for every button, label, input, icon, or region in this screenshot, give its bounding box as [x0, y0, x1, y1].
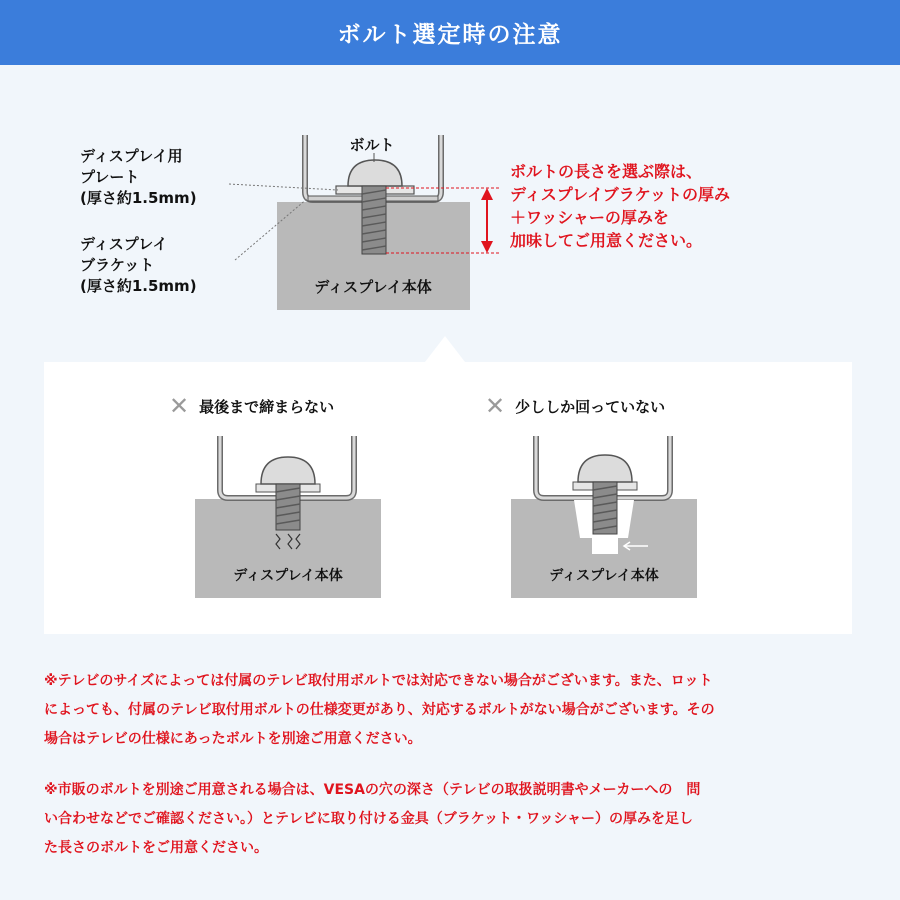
display-body-label: ディスプレイ本体: [233, 568, 343, 584]
note-line: た長さのボルトをご用意ください。: [44, 840, 268, 856]
bolt-label: ボルト: [349, 136, 395, 154]
plate-label-line: ディスプレイ用: [80, 147, 183, 165]
case-title-text: 少ししか回っていない: [515, 397, 666, 416]
page-title: ボルト選定時の注意: [337, 22, 563, 48]
page-header: [0, 0, 900, 65]
warning-line: ディスプレイブラケットの厚み: [510, 185, 731, 204]
note-line: 場合はテレビの仕様にあったボルトを別途ご用意ください。: [44, 731, 422, 747]
note-line: ※テレビのサイズによっては付属のテレビ取付用ボルトでは対応できない場合がございます。また、ロット: [44, 673, 713, 689]
warning-line: 加味してご用意ください。: [510, 231, 703, 250]
cross-icon: ✕: [169, 392, 190, 420]
bolt-head: [578, 455, 632, 482]
warning-line: ボルトの長さを選ぶ際は、: [510, 162, 703, 181]
cross-icon: ✕: [485, 392, 506, 420]
bolt-diagram: [0, 120, 900, 370]
failure-cases-panel: [44, 362, 852, 634]
display-body-label: ディスプレイ本体: [314, 278, 432, 296]
bolt-head: [348, 160, 402, 186]
plate-label-line: プレート: [80, 168, 140, 186]
case-not-tightened: [195, 436, 381, 598]
note-line: ※市販のボルトを別途ご用意される場合は、VESAの穴の深さ（テレビの取扱説明書やメーカーへの 問: [44, 782, 701, 798]
failure-diagrams: [44, 362, 852, 634]
plate-label-line: (厚さ約1.5mm): [80, 189, 197, 207]
warning-line: ＋ワッシャーの厚みを: [510, 208, 669, 227]
bracket-label-line: ディスプレイ: [80, 235, 168, 253]
panel-pointer: [425, 336, 465, 362]
note-line: によっても、付属のテレビ取付用ボルトの仕様変更があり、対応するボルトがない場合がございます。その: [44, 702, 715, 718]
note-line: い合わせなどでご確認ください。）とテレビに取り付ける金具（ブラケット・ワッシャー）の厚みを足し: [44, 811, 694, 827]
case-title-text: 最後まで締まらない: [199, 397, 335, 416]
plate-leader: [229, 184, 338, 190]
measure-arrow-head-down: [481, 241, 493, 253]
bracket-label-line: (厚さ約1.5mm): [80, 277, 197, 295]
case-barely-turned: [511, 436, 697, 598]
bolt-head: [261, 457, 315, 484]
measure-arrow-head-up: [481, 188, 493, 200]
hole-gap-bottom: [592, 538, 618, 554]
display-body-label: ディスプレイ本体: [549, 568, 659, 584]
bolt-shank: [362, 186, 386, 254]
bracket-label-line: ブラケット: [80, 256, 155, 274]
note-commercial-bolt: [44, 776, 864, 863]
note-bolt-compatibility: [44, 667, 864, 754]
